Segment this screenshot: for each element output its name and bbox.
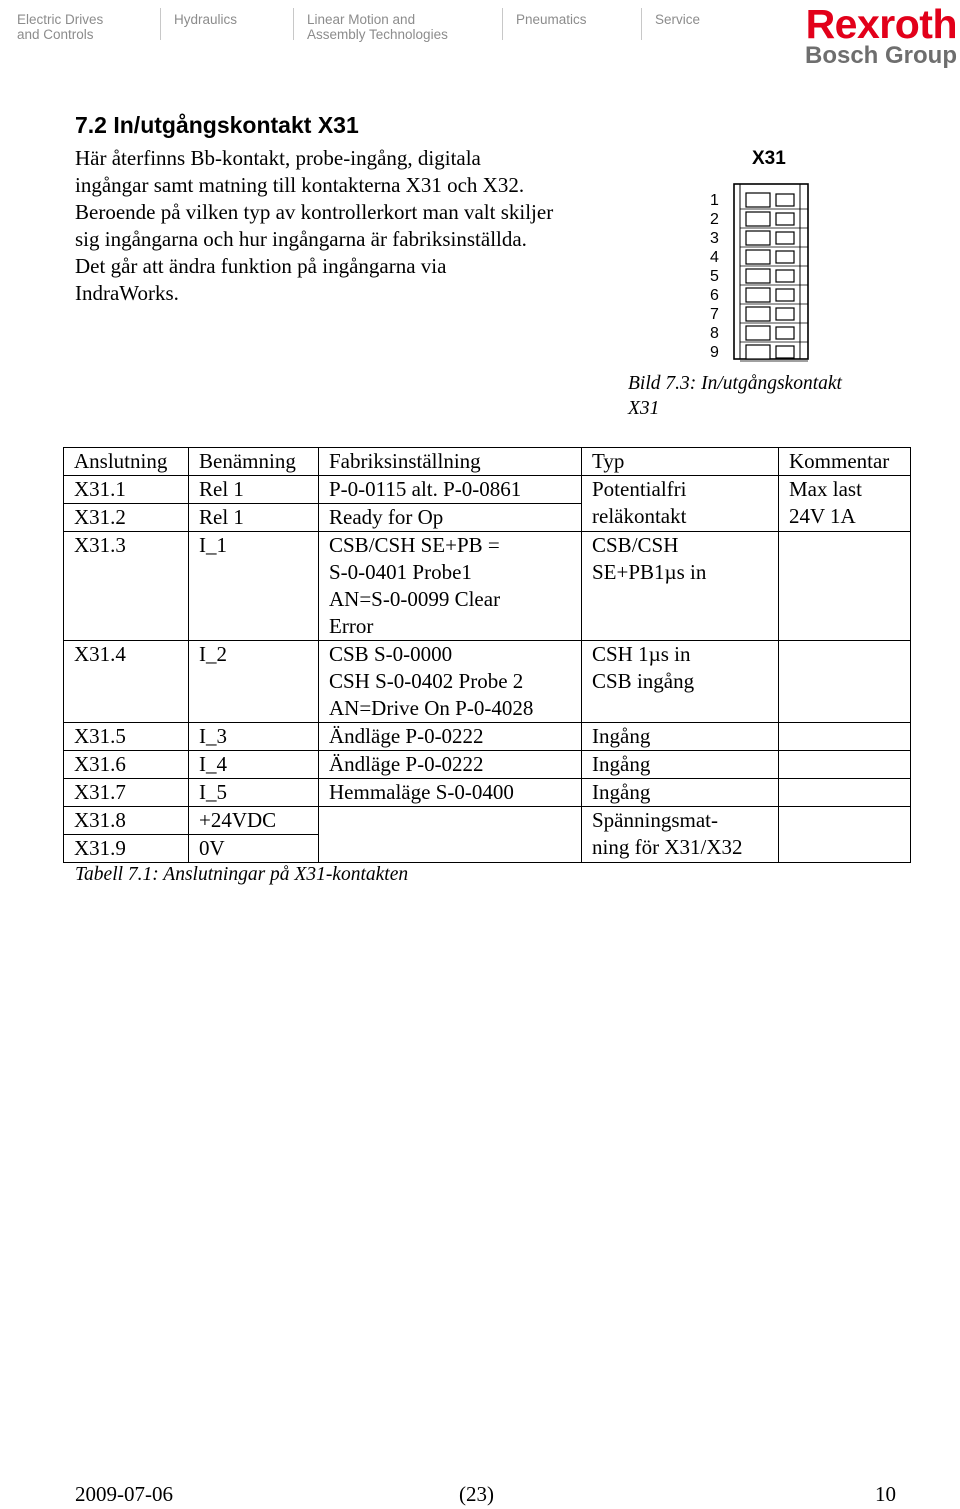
cell-fabrik: Ändläge P-0-0222: [319, 723, 582, 751]
cell-benamning: Rel 1: [189, 476, 319, 504]
header-kommentar: Kommentar: [779, 448, 911, 476]
connector-housing: [734, 184, 808, 359]
pin-terminal: [746, 231, 770, 245]
cell-benamning: 0V: [189, 835, 319, 863]
rexroth-logo: Rexroth: [805, 1, 957, 47]
nav-service: Service: [655, 12, 701, 27]
cell-fabrik: CSB S-0-0000 CSH S-0-0402 Probe 2 AN=Drive On P-0-4028: [319, 641, 582, 723]
cell-benamning: Rel 1: [189, 504, 319, 532]
section-title: 7.2 In/utgångskontakt X31: [75, 112, 359, 138]
cell-fabrik: CSB/CSH SE+PB = S-0-0401 Probe1 AN=S-0-0099 Clear Error: [319, 532, 582, 641]
cell-anslutning: X31.5: [64, 723, 189, 751]
pin-number: 1: [710, 192, 719, 209]
cell-kommentar: [779, 723, 911, 751]
cell-typ: Spänningsmat- ning för X31/X32: [582, 807, 779, 863]
table-header-row: [64, 448, 911, 476]
header-anslutning: Anslutning: [64, 448, 189, 476]
page-header: [0, 0, 960, 75]
pin-terminal: [746, 326, 770, 340]
pin-number: 3: [710, 230, 719, 247]
cell-benamning: I_1: [189, 532, 319, 641]
pin-number: 7: [710, 306, 719, 323]
cell-kommentar: Max last 24V 1A: [779, 476, 911, 532]
header-fabriksinstallning: Fabriksinställning: [319, 448, 582, 476]
cell-fabrik: Ready for Op: [319, 504, 582, 532]
cell-kommentar: [779, 751, 911, 779]
figure-caption: Bild 7.3: In/utgångskontakt X31: [628, 373, 842, 419]
pin-number: 8: [710, 325, 719, 342]
pin-screw: [776, 232, 794, 244]
cell-benamning: I_2: [189, 641, 319, 723]
cell-typ: CSB/CSH SE+PB1µs in: [582, 532, 779, 641]
intro-paragraph: Här återfinns Bb-kontakt, probe-ingång, digitala ingångar samt matning till kontakterna X31 och X32. Beroende på vilken typ av kontrollerkort man valt skiljer sig ingångarna och hur ingångarna är fabriksinställda. Det går att ändra funktion på ingångarna via IndraWorks.: [75, 146, 554, 305]
cell-typ: Ingång: [582, 723, 779, 751]
cell-kommentar: [779, 641, 911, 723]
bosch-group-logo: Bosch Group: [804, 42, 957, 69]
pin-terminal: [746, 193, 770, 207]
table-row: [64, 641, 911, 723]
nav-pneumatics: Pneumatics: [516, 12, 587, 27]
cell-benamning: I_5: [189, 779, 319, 807]
x31-connector-figure: [700, 140, 820, 365]
cell-anslutning: X31.1: [64, 476, 189, 504]
cell-anslutning: X31.6: [64, 751, 189, 779]
connector-pins: [710, 192, 808, 361]
cell-typ: Potentialfri reläkontakt: [582, 476, 779, 532]
cell-kommentar: [779, 779, 911, 807]
header-typ: Typ: [582, 448, 779, 476]
cell-benamning: +24VDC: [189, 807, 319, 835]
cell-anslutning: X31.9: [64, 835, 189, 863]
pin-screw: [776, 308, 794, 320]
pin-screw: [776, 327, 794, 339]
pin-number: 6: [710, 287, 719, 304]
cell-anslutning: X31.8: [64, 807, 189, 835]
cell-fabrik: P-0-0115 alt. P-0-0861: [319, 476, 582, 504]
pin-terminal: [746, 288, 770, 302]
cell-fabrik: Hemmaläge S-0-0400: [319, 779, 582, 807]
cell-anslutning: X31.2: [64, 504, 189, 532]
nav-linear-motion: Linear Motion and Assembly Technologies: [307, 12, 448, 42]
nav-hydraulics: Hydraulics: [174, 12, 238, 27]
pin-screw: [776, 289, 794, 301]
cell-kommentar: [779, 532, 911, 641]
pin-screw: [776, 270, 794, 282]
nav-divider: [160, 8, 161, 40]
cell-anslutning: X31.3: [64, 532, 189, 641]
connector-label: X31: [752, 148, 786, 169]
table-row: [64, 807, 911, 835]
cell-typ: Ingång: [582, 779, 779, 807]
cell-kommentar: [779, 807, 911, 863]
pin-terminal: [746, 345, 770, 359]
pin-number: 5: [710, 268, 719, 285]
footer-page-parens: (23): [459, 1482, 494, 1506]
cell-fabrik: [319, 807, 582, 863]
cell-anslutning: X31.4: [64, 641, 189, 723]
footer-page-number: 10: [875, 1482, 896, 1506]
nav-divider: [641, 8, 642, 40]
pin-number: 9: [710, 344, 719, 361]
cell-typ: Ingång: [582, 751, 779, 779]
pin-screw: [776, 194, 794, 206]
cell-benamning: I_3: [189, 723, 319, 751]
pin-screw: [776, 213, 794, 225]
footer-date: 2009-07-06: [75, 1482, 173, 1506]
table-row: [64, 532, 911, 641]
pin-terminal: [746, 269, 770, 283]
pin-terminal: [746, 250, 770, 264]
connections-table: [63, 447, 911, 863]
nav-divider: [502, 8, 503, 40]
cell-anslutning: X31.7: [64, 779, 189, 807]
pin-number: 4: [710, 249, 719, 266]
cell-fabrik: Ändläge P-0-0222: [319, 751, 582, 779]
table-caption: Tabell 7.1: Anslutningar på X31-kontakten: [75, 864, 409, 885]
pin-screw: [776, 251, 794, 263]
table-row: [64, 779, 911, 807]
pin-number: 2: [710, 211, 719, 228]
header-benamning: Benämning: [189, 448, 319, 476]
cell-benamning: I_4: [189, 751, 319, 779]
nav-electric-drives: Electric Drives and Controls: [17, 12, 104, 42]
table-row: [64, 723, 911, 751]
pin-terminal: [746, 307, 770, 321]
pin-screw: [776, 346, 794, 358]
cell-typ: CSH 1µs in CSB ingång: [582, 641, 779, 723]
table-row: [64, 751, 911, 779]
pin-terminal: [746, 212, 770, 226]
nav-divider: [293, 8, 294, 40]
table-row: [64, 476, 911, 504]
